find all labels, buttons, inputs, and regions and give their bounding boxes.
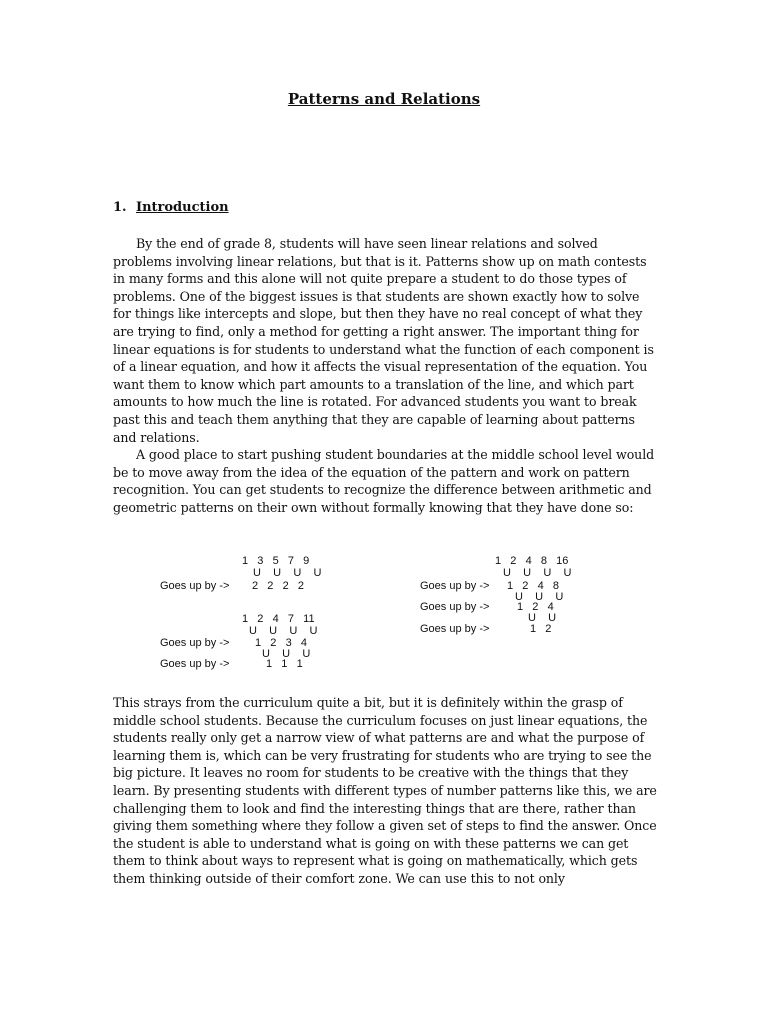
pattern-c-markers: U U U U	[503, 567, 572, 579]
pattern-a-label: Goes up by ->	[160, 580, 230, 592]
pattern-c-sequence: 1 2 4 8 16	[495, 555, 569, 567]
pattern-c-diff3: 1 2	[530, 623, 552, 635]
section-label: Introduction	[136, 200, 229, 215]
pattern-c-markers-2: U U U	[515, 591, 564, 603]
section-number: 1.	[113, 200, 127, 215]
pattern-c-diff2: 1 2 4	[517, 601, 554, 613]
pattern-b-sequence: 1 2 4 7 11	[242, 613, 315, 625]
pattern-c-diff1: 1 2 4 8	[507, 580, 559, 592]
pattern-b-label-1: Goes up by ->	[160, 637, 230, 649]
pattern-b-markers: U U U U	[249, 625, 318, 637]
pattern-b-markers-2: U U U	[262, 648, 311, 660]
pattern-diagram	[160, 550, 610, 675]
pattern-b-diff1: 1 2 3 4	[255, 637, 307, 649]
pattern-c-label-1: Goes up by ->	[420, 580, 490, 592]
paragraph-curriculum: This strays from the curriculum quite a bit, but it is definitely within the grasp of middle school students. Because the curriculum focuses on just linear equations, the students really only get a narrow view of what patterns are and what the purpose of learning them is, which can be very frustrating for students who are trying to see the big picture. It leaves no room for students to be creative with the things that they learn. By presenting students with different types of number patterns like this, we are challenging them to look and find the interesting things that are there, rather than giving them something where they follow a given set of steps to find the answer. Once the student is able to understand what is going on with these patterns we can get them to think about ways to represent what is going on mathematically, which gets them thinking outside of their comfort zone. We can use this to not only	[113, 695, 657, 886]
pattern-a-markers: U U U U	[253, 567, 322, 579]
pattern-a-sequence: 1 3 5 7 9	[242, 555, 310, 567]
paragraph-pattern-recognition: A good place to start pushing student boundaries at the middle school level would be to move away from the idea of the equation of the pattern and work on pattern recognition. You can get students to recognize the difference between arithmetic and geometric patterns on their own without formally knowing that they have done so:	[113, 447, 655, 515]
pattern-a-diff1: 2 2 2 2	[252, 580, 304, 592]
pattern-b-label-2: Goes up by ->	[160, 658, 230, 670]
page-title: Patterns and Relations	[287, 90, 481, 108]
pattern-c-markers-3: U U	[528, 612, 557, 624]
paragraph-intro: By the end of grade 8, students will have seen linear relations and solved problems involving linear relations, but that is it. Patterns show up on math contests in many forms and this alone will not quite prepare a student to do those types of problems. One of the biggest issues is that students are shown exactly how to solve for things like intercepts and slope, but then they have no real concept of what they are trying to find, only a method for getting a right answer. The important thing for linear equations is for students to understand what the function of each component is of a linear equation, and how it affects the visual representation of the equation. You want them to know which part amounts to a translation of the line, and which part amounts to how much the line is rotated. For advanced students you want to break past this and teach them anything that they are capable of learning about patterns and relations.	[113, 236, 654, 445]
pattern-c-label-2: Goes up by ->	[420, 601, 490, 613]
section-heading	[113, 200, 229, 215]
pattern-c-label-3: Goes up by ->	[420, 623, 490, 635]
pattern-b-diff2: 1 1 1	[266, 658, 303, 670]
